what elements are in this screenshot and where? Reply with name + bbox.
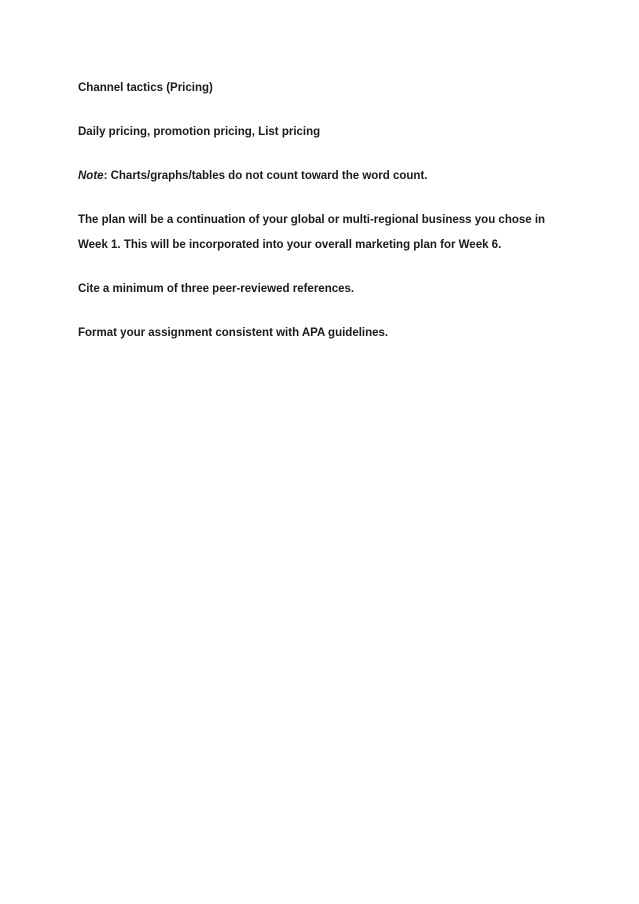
paragraph-spacer <box>78 145 598 164</box>
plan-paragraph-line-2: Week 1. This will be incorporated into your overall marketing plan for Week 6. <box>78 239 502 251</box>
paragraph-spacer <box>78 189 598 208</box>
note-label: Note <box>78 170 104 182</box>
heading-paragraph: Channel tactics (Pricing) <box>78 82 213 94</box>
document-body <box>78 76 598 346</box>
note-text: : Charts/graphs/tables do not count toward the word count. <box>103 170 428 182</box>
references-paragraph: Cite a minimum of three peer-reviewed references. <box>78 283 355 295</box>
paragraph-spacer <box>78 101 598 120</box>
paragraph-spacer <box>78 258 598 277</box>
pricing-list-paragraph: Daily pricing, promotion pricing, List pricing <box>78 126 321 138</box>
format-paragraph: Format your assignment consistent with APA guidelines. <box>78 327 389 339</box>
paragraph-spacer <box>78 302 598 321</box>
plan-paragraph-line-1: The plan will be a continuation of your global or multi-regional business you chose in <box>78 214 546 226</box>
note-paragraph <box>78 164 598 189</box>
